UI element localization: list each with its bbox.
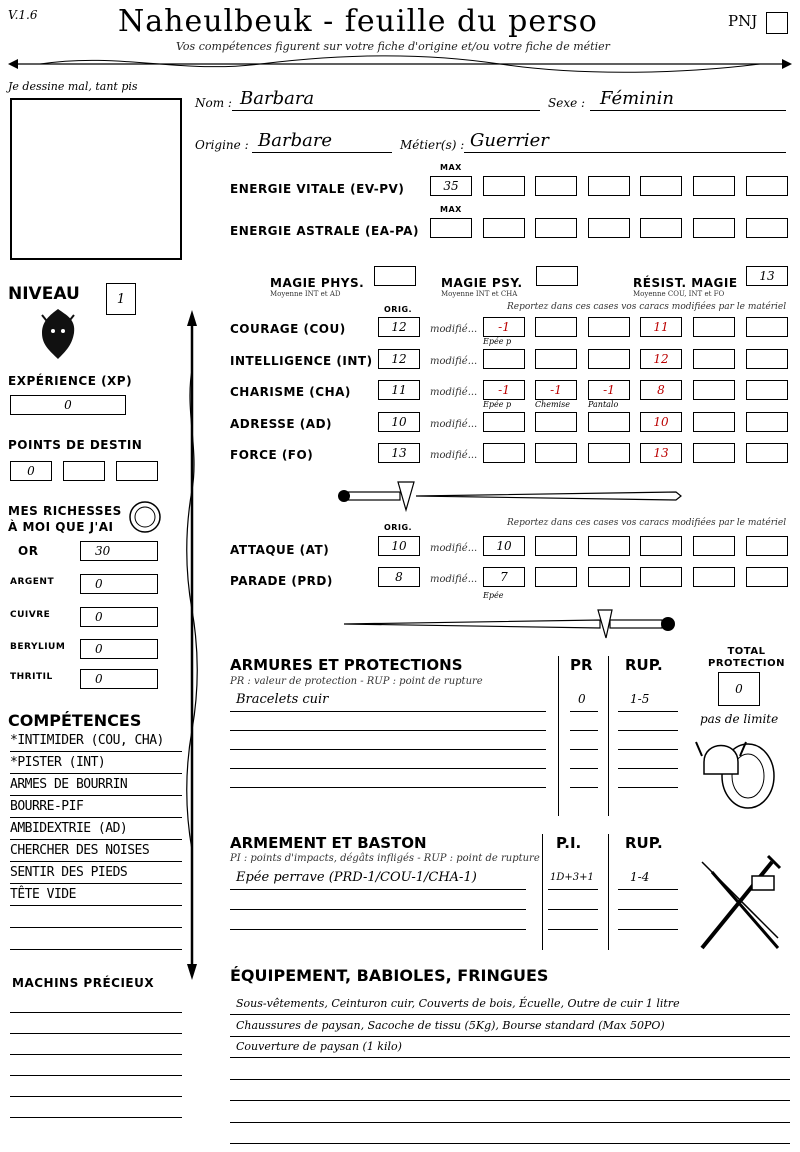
stat-mod-note: Epée p: [483, 400, 512, 409]
coin-icon: [128, 500, 162, 534]
ev-box-7[interactable]: [746, 176, 788, 196]
stat-mod-box[interactable]: [746, 380, 788, 400]
armure-rup[interactable]: 1-5: [630, 692, 650, 706]
competence-item[interactable]: ARMES DE BOURRIN: [10, 777, 128, 792]
ev-box-5[interactable]: [640, 176, 682, 196]
stat-mod-box[interactable]: [693, 380, 735, 400]
stat-mod-box[interactable]: 11: [640, 317, 682, 337]
stat-mod-box[interactable]: [693, 412, 735, 432]
total-protection-box[interactable]: 0: [718, 672, 760, 706]
ev-box-2[interactable]: [483, 176, 525, 196]
stat-label: INTELLIGENCE (INT): [230, 353, 373, 368]
ea-box-5[interactable]: [640, 218, 682, 238]
stat-mod-box[interactable]: -1: [483, 380, 525, 400]
modifie-label: modifié...: [430, 355, 478, 367]
report-text-stats: Reportez dans ces cases vos caracs modifiées par le matériel: [507, 302, 787, 312]
money-label-0: OR: [18, 544, 39, 558]
machins-line[interactable]: [10, 1075, 182, 1076]
money-box-2[interactable]: 0: [80, 607, 158, 627]
orig-label-stats: ORIG.: [384, 305, 413, 314]
armement-title: ARMEMENT ET BASTON: [230, 834, 427, 852]
magie-phys-box[interactable]: [374, 266, 416, 286]
stat-mod-box[interactable]: [483, 412, 525, 432]
stat-mod-box[interactable]: [483, 349, 525, 369]
stat-mod-box[interactable]: [535, 317, 577, 337]
total-protection-label: TOTAL PROTECTION: [708, 646, 785, 669]
combat-mod-box[interactable]: 7: [483, 567, 525, 587]
combat-mod-box[interactable]: [693, 567, 735, 587]
resist-magie-label: RÉSIST. MAGIE: [633, 276, 738, 290]
armement-col-pi: P.I.: [556, 834, 582, 852]
stat-orig-box[interactable]: 13: [378, 443, 420, 463]
magie-psy-box[interactable]: [536, 266, 578, 286]
max-label-ev: MAX: [440, 163, 462, 172]
metier-value[interactable]: Guerrier: [470, 130, 549, 151]
ev-box-1[interactable]: 35: [430, 176, 472, 196]
ea-box-1[interactable]: [430, 218, 472, 238]
pnj-label: PNJ: [728, 12, 758, 30]
machins-line[interactable]: [10, 1096, 182, 1097]
stat-mod-box[interactable]: [535, 443, 577, 463]
stat-mod-box[interactable]: [535, 412, 577, 432]
combat-label: ATTAQUE (AT): [230, 543, 330, 557]
stat-mod-box[interactable]: [746, 349, 788, 369]
competence-item[interactable]: TÊTE VIDE: [10, 887, 76, 902]
armures-col-pr: PR: [570, 656, 593, 674]
stat-mod-box[interactable]: 8: [640, 380, 682, 400]
stat-mod-box[interactable]: [483, 443, 525, 463]
stat-orig-box[interactable]: 10: [378, 412, 420, 432]
combat-mod-box[interactable]: [588, 536, 630, 556]
combat-mod-box[interactable]: [588, 567, 630, 587]
portrait-box[interactable]: [10, 98, 182, 260]
sexe-label: Sexe :: [548, 96, 586, 110]
equipement-title: ÉQUIPEMENT, BABIOLES, FRINGUES: [230, 966, 549, 985]
machins-line[interactable]: [10, 1117, 182, 1118]
pnj-checkbox[interactable]: [766, 12, 788, 34]
portrait-caption: Je dessine mal, tant pis: [8, 80, 138, 93]
stat-mod-box[interactable]: [588, 349, 630, 369]
armement-sub: PI : points d'impacts, dégâts infligés - RUP : point de rupture: [230, 853, 540, 864]
armures-sub: PR : valeur de protection - RUP : point de rupture: [230, 676, 483, 687]
stat-mod-box[interactable]: [746, 317, 788, 337]
sword-icon-2: [340, 606, 680, 642]
machins-line[interactable]: [10, 1012, 182, 1013]
combat-mod-box[interactable]: [535, 567, 577, 587]
stat-mod-box[interactable]: -1: [588, 380, 630, 400]
combat-mod-box[interactable]: 10: [483, 536, 525, 556]
money-box-3[interactable]: 0: [80, 639, 158, 659]
competence-item[interactable]: *INTIMIDER (COU, CHA): [10, 733, 164, 748]
competence-item[interactable]: AMBIDEXTRIE (AD): [10, 821, 128, 836]
total-protection-note: pas de limite: [700, 712, 779, 726]
combat-mod-box[interactable]: [640, 567, 682, 587]
stat-mod-box[interactable]: [588, 443, 630, 463]
stat-mod-box[interactable]: [588, 412, 630, 432]
combat-mod-box[interactable]: [535, 536, 577, 556]
stat-label: COURAGE (COU): [230, 322, 346, 336]
niveau-label: NIVEAU: [8, 284, 80, 304]
vine-divider-icon: [0, 52, 800, 76]
ev-box-3[interactable]: [535, 176, 577, 196]
competence-item[interactable]: BOURRE-PIF: [10, 799, 84, 814]
version-label: V.1.6: [8, 8, 38, 22]
sheet-title: Naheulbeuk - feuille du perso: [118, 4, 598, 39]
ea-box-4[interactable]: [588, 218, 630, 238]
stat-mod-box[interactable]: 13: [640, 443, 682, 463]
nom-label: Nom :: [195, 96, 232, 110]
stat-mod-box[interactable]: [693, 317, 735, 337]
arme-pi[interactable]: 1D+3+1: [550, 872, 594, 883]
combat-mod-box[interactable]: [693, 536, 735, 556]
competence-item[interactable]: CHERCHER DES NOISES: [10, 843, 150, 858]
competence-item[interactable]: SENTIR DES PIEDS: [10, 865, 128, 880]
stat-mod-box[interactable]: [535, 349, 577, 369]
orig-label-combat: ORIG.: [384, 523, 413, 532]
stat-mod-box[interactable]: [746, 443, 788, 463]
ea-box-2[interactable]: [483, 218, 525, 238]
money-label-1: ARGENT: [10, 577, 55, 587]
magie-psy-label: MAGIE PSY.: [441, 276, 523, 290]
combat-mod-box[interactable]: [746, 567, 788, 587]
stat-mod-box[interactable]: 12: [640, 349, 682, 369]
armures-title: ARMURES ET PROTECTIONS: [230, 656, 463, 674]
richesses-label: MES RICHESSES À MOI QUE J'AI: [8, 504, 122, 534]
competences-label: COMPÉTENCES: [8, 711, 142, 730]
stat-label: CHARISME (CHA): [230, 385, 351, 399]
staff-icon: [183, 310, 201, 980]
ev-box-4[interactable]: [588, 176, 630, 196]
armures-col-rup: RUP.: [625, 656, 663, 674]
ea-box-7[interactable]: [746, 218, 788, 238]
sexe-value[interactable]: Féminin: [600, 88, 674, 109]
stat-orig-box[interactable]: 11: [378, 380, 420, 400]
modifie-label: modifié...: [430, 418, 478, 430]
combat-orig-box[interactable]: 10: [378, 536, 420, 556]
destin-box-2[interactable]: [63, 461, 105, 481]
money-box-1[interactable]: 0: [80, 574, 158, 594]
niveau-box[interactable]: 1: [106, 283, 136, 315]
ea-label: ENERGIE ASTRALE (EA-PA): [230, 224, 419, 238]
destin-box-1[interactable]: 0: [10, 461, 52, 481]
combat-mod-box[interactable]: [640, 536, 682, 556]
money-label-4: THRITIL: [10, 672, 53, 682]
resist-magie-box[interactable]: 13: [746, 266, 788, 286]
nom-value[interactable]: Barbara: [240, 88, 315, 109]
arme-name[interactable]: Epée perrave (PRD-1/COU-1/CHA-1): [236, 870, 477, 885]
armure-name[interactable]: Bracelets cuir: [236, 692, 329, 707]
equipement-item[interactable]: Chaussures de paysan, Sacoche de tissu (5Kg), Bourse standard (Max 50PO): [236, 1018, 665, 1032]
stat-orig-box[interactable]: 12: [378, 317, 420, 337]
stat-label: ADRESSE (AD): [230, 416, 333, 431]
destin-box-3[interactable]: [116, 461, 158, 481]
stat-label: FORCE (FO): [230, 448, 314, 462]
money-box-0[interactable]: 30: [80, 541, 158, 561]
stat-mod-box[interactable]: [693, 443, 735, 463]
equipement-item[interactable]: Sous-vêtements, Ceinturon cuir, Couverts de bois, Écuelle, Outre de cuir 1 litre: [236, 997, 680, 1010]
ea-box-6[interactable]: [693, 218, 735, 238]
modifie-label: modifié...: [430, 574, 478, 585]
armement-col-rup: RUP.: [625, 834, 663, 852]
stat-mod-note: Chemise: [535, 400, 570, 409]
money-label-3: BERYLIUM: [10, 642, 66, 652]
ev-box-6[interactable]: [693, 176, 735, 196]
magie-psy-sub: Moyenne INT et CHA: [441, 290, 518, 298]
money-box-4[interactable]: 0: [80, 669, 158, 689]
combat-note: Epée: [483, 591, 504, 600]
combat-mod-box[interactable]: [746, 536, 788, 556]
armure-pr[interactable]: 0: [578, 692, 586, 706]
stat-mod-box[interactable]: [588, 317, 630, 337]
resist-magie-sub: Moyenne COU, INT et FO: [633, 290, 725, 298]
modifie-label: modifié...: [430, 324, 478, 335]
combat-label: PARADE (PRD): [230, 574, 333, 588]
stat-orig-box[interactable]: 12: [378, 349, 420, 369]
machins-line[interactable]: [10, 1054, 182, 1055]
modifie-label: modifié...: [430, 387, 478, 398]
origine-value[interactable]: Barbare: [258, 130, 333, 151]
helmet-shield-icon: [694, 726, 778, 812]
xp-label: EXPÉRIENCE (XP): [8, 374, 133, 388]
modifie-label: modifié...: [430, 450, 478, 461]
ea-box-3[interactable]: [535, 218, 577, 238]
stat-mod-box[interactable]: [693, 349, 735, 369]
metier-label: Métier(s) :: [400, 138, 465, 152]
sword-icon: [336, 478, 686, 514]
subtitle: Vos compétences figurent sur votre fiche d'origine et/ou votre fiche de métier: [176, 40, 610, 53]
stat-mod-note: Epée p: [483, 337, 512, 346]
dragon-icon: [36, 305, 80, 363]
destin-label: POINTS DE DESTIN: [8, 438, 143, 452]
modifie-label: modifié...: [430, 543, 478, 554]
magie-phys-label: MAGIE PHYS.: [270, 276, 365, 290]
magie-phys-sub: Moyenne INT et AD: [270, 290, 341, 298]
arme-rup[interactable]: 1-4: [630, 870, 650, 884]
report-text-combat: Reportez dans ces cases vos caracs modifiées par le matériel: [507, 518, 787, 528]
machins-line[interactable]: [10, 1033, 182, 1034]
weapons-icon: [692, 852, 788, 958]
competence-item[interactable]: *PISTER (INT): [10, 755, 106, 770]
max-label-ea: MAX: [440, 205, 462, 214]
stat-mod-box[interactable]: -1: [483, 317, 525, 337]
money-label-2: CUIVRE: [10, 610, 51, 620]
origine-label: Origine :: [195, 138, 249, 152]
equipement-item[interactable]: Couverture de paysan (1 kilo): [236, 1040, 402, 1053]
ev-label: ENERGIE VITALE (EV-PV): [230, 182, 405, 196]
machins-label: MACHINS PRÉCIEUX: [12, 976, 155, 990]
stat-mod-box[interactable]: [746, 412, 788, 432]
xp-box[interactable]: 0: [10, 395, 126, 415]
combat-orig-box[interactable]: 8: [378, 567, 420, 587]
stat-mod-note: Pantalo: [588, 400, 619, 409]
stat-mod-box[interactable]: -1: [535, 380, 577, 400]
stat-mod-box[interactable]: 10: [640, 412, 682, 432]
